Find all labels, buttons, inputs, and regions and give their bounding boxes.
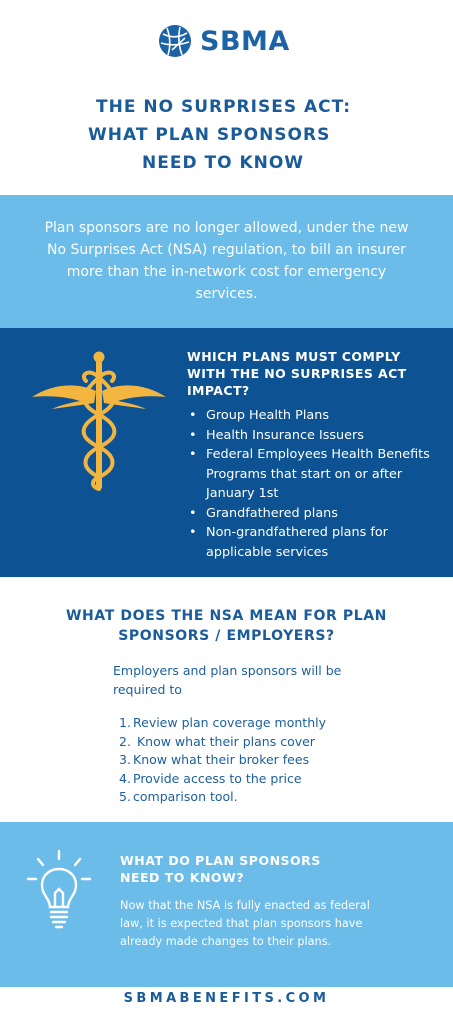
list-text: Provide access to the price [133,770,302,786]
list-item: • Grandfathered plans [187,504,437,524]
list-item [119,788,379,807]
plans-list [187,406,437,562]
list-item [119,714,379,733]
need-heading [120,852,321,886]
plans-band [0,328,453,577]
nsa-heading [0,606,453,646]
list-number: 1. [119,715,131,730]
brand-logo [158,24,290,58]
list-number: 3. [119,752,131,767]
list-item: • Group Health Plans [187,406,437,426]
nsa-list [119,714,379,807]
caduceus-icon [30,351,168,491]
globe-logo-icon [158,24,192,58]
list-number: 4. [119,770,131,786]
brand-name: SBMA [200,25,290,57]
list-item [119,770,379,789]
title-line-1: THE NO SURPRISES ACT: [96,97,352,117]
need-heading-line-2: NEED TO KNOW? [120,870,245,885]
need-text: Now that the NSA is fully enacted as federal law, it is expected that plan sponsors have already made changes to their plans. [120,899,370,948]
list-item [119,733,379,752]
intro-text: Plan sponsors are no longer allowed, under the new No Surprises Act (NSA) regulation, to bill an insurer more than the in-network cost for emergency services. [44,220,409,302]
list-item: • Health Insurance Issuers [187,426,437,446]
list-text: Know what their plans cover [133,733,315,749]
nsa-heading-line-1: WHAT DOES THE NSA MEAN FOR PLAN [66,608,387,624]
list-item: • Federal Employees Health Benefits Programs that start on or after January 1st [187,445,437,504]
intro-band [0,195,453,328]
title-line-2: WHAT PLAN SPONSORS [88,125,331,145]
list-number: 2. [119,733,131,749]
need-band [0,822,453,987]
need-heading-line-1: WHAT DO PLAN SPONSORS [120,853,321,868]
plans-heading: WHICH PLANS MUST COMPLY WITH THE NO SURPRISES ACT IMPACT? [187,349,407,398]
nsa-heading-line-2: SPONSORS / EMPLOYERS? [118,628,335,644]
list-text: Know what their broker fees [133,752,310,767]
list-item: • Non-grandfathered plans for applicable services [187,523,437,562]
list-number: 5. [119,789,131,804]
footer-url-link[interactable]: SBMABENEFITS.COM [123,991,330,1006]
title-line-3: NEED TO KNOW [142,153,305,173]
list-item [119,751,379,770]
list-text: comparison tool. [133,789,238,804]
nsa-intro: Employers and plan sponsors will be required to [113,663,342,697]
list-text: Review plan coverage monthly [133,715,326,730]
lightbulb-icon [26,849,92,933]
page-title [0,93,453,177]
nsa-section [0,577,453,822]
